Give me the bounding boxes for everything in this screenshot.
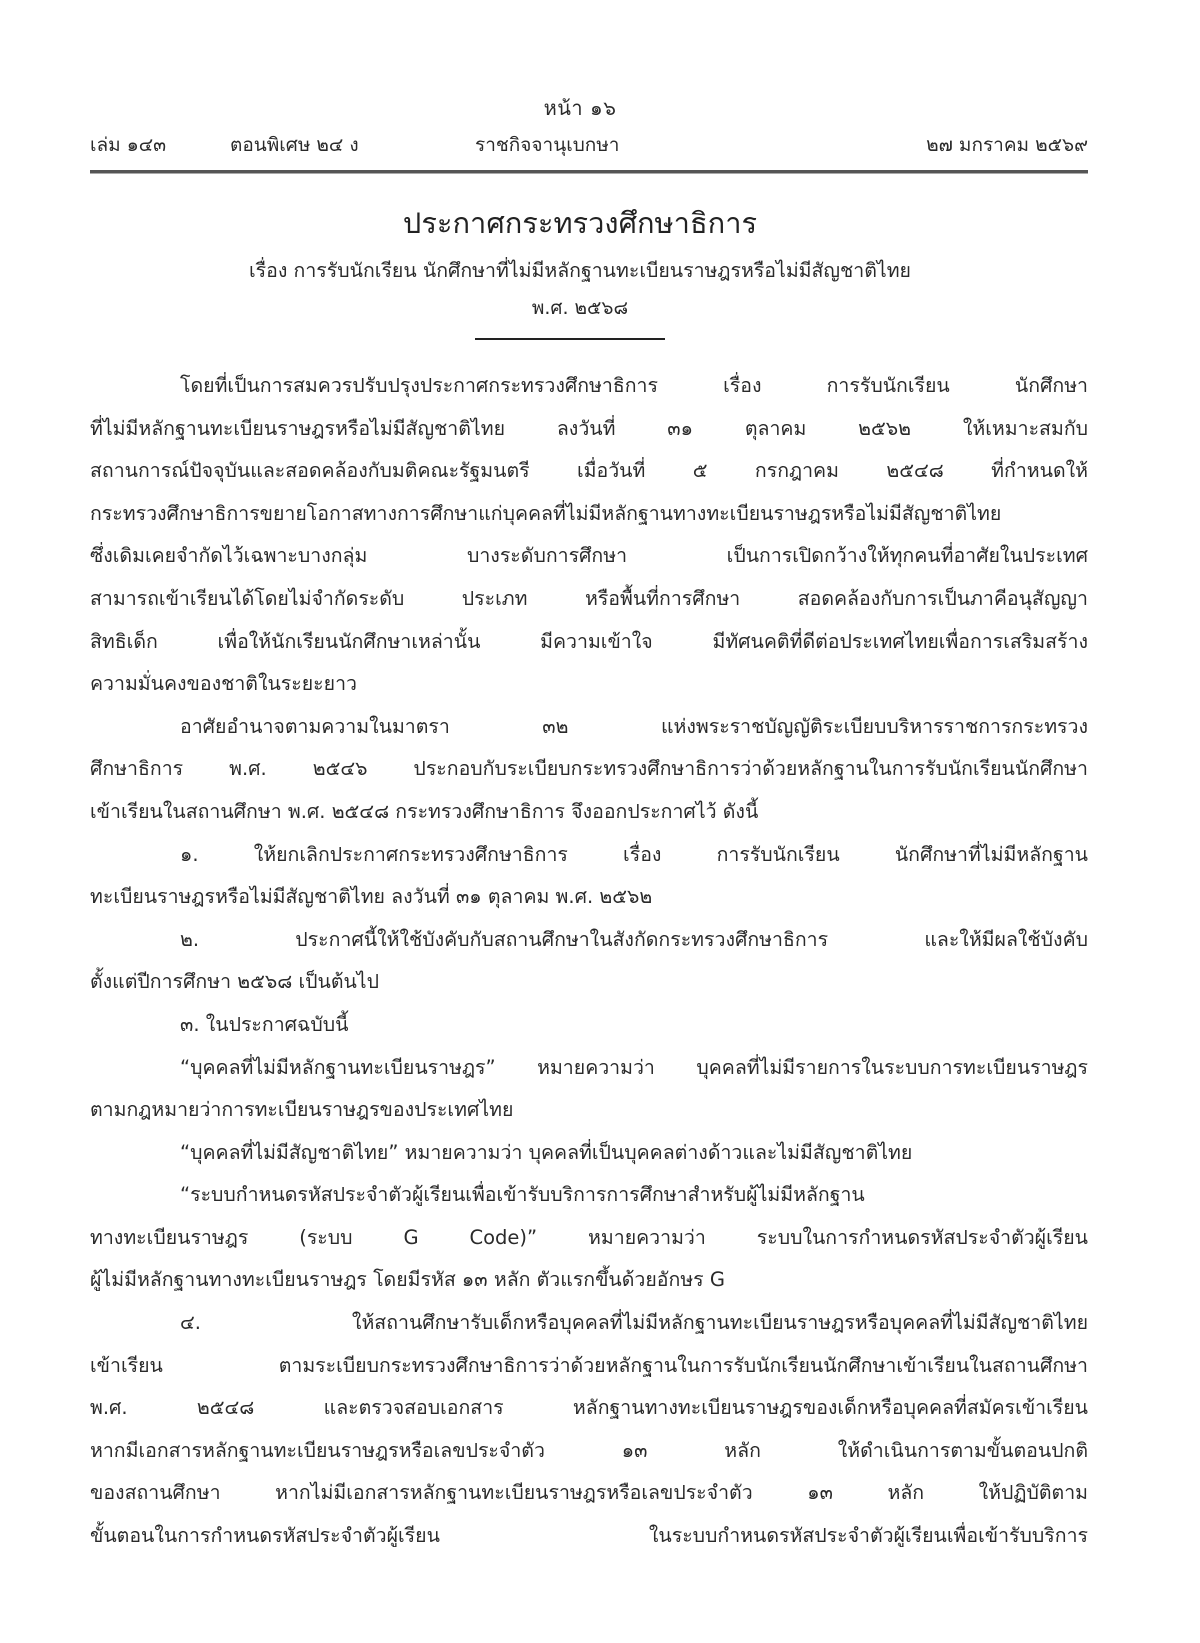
paragraph-line: ความมั่นคงของชาติในระยะยาว [90, 672, 357, 696]
document-year: พ.ศ. ๒๕๖๘ [531, 297, 629, 319]
definition-line: “บุคคลที่ไม่มีหลักฐานทะเบียนราษฎร” หมายความว่า บุคคลที่ไม่มีรายการในระบบการทะเบียนราษฎร [180, 1055, 1088, 1079]
gazette-header [90, 130, 1088, 160]
paragraph-line: สิทธิเด็ก เพื่อให้นักเรียนนักศึกษาเหล่านั้น มีความเข้าใจ มีทัศนคติที่ดีต่อประเทศไทยเพื่อการเสริมสร้าง [90, 629, 1088, 653]
paragraph-line: สถานการณ์ปัจจุบันและสอดคล้องกับมติคณะรัฐมนตรี เมื่อวันที่ ๕ กรกฎาคม ๒๕๔๘ ที่กำหนดให้ [90, 459, 1088, 483]
clause-4-line: ขั้นตอนในการกำหนดรหัสประจำตัวผู้เรียน ในระบบกำหนดรหัสประจำตัวผู้เรียนเพื่อเข้ารับบริการ [90, 1524, 1088, 1548]
clause-4-line: พ.ศ. ๒๕๔๘ และตรวจสอบเอกสาร หลักฐานทางทะเบียนราษฎรของเด็กหรือบุคคลที่สมัครเข้าเรียน [90, 1396, 1088, 1420]
clause-4-line: ของสถานศึกษา หากไม่มีเอกสารหลักฐานทะเบียนราษฎรหรือเลขประจำตัว ๑๓ หลัก ให้ปฏิบัติตาม [90, 1481, 1088, 1505]
definition-line: “บุคคลที่ไม่มีสัญชาติไทย” หมายความว่า บุคคลที่เป็นบุคคลต่างด้าวและไม่มีสัญชาติไทย [180, 1140, 913, 1164]
clause-4-line: ๔. ให้สถานศึกษารับเด็กหรือบุคคลที่ไม่มีหลักฐานทะเบียนราษฎรหรือบุคคลที่ไม่มีสัญชาติไทย [180, 1311, 1088, 1335]
document-subject: เรื่อง การรับนักเรียน นักศึกษาที่ไม่มีหลักฐานทะเบียนราษฎรหรือไม่มีสัญชาติไทย [248, 259, 911, 282]
paragraph-line: เข้าเรียนในสถานศึกษา พ.ศ. ๒๕๔๘ กระทรวงศึกษาธิการ จึงออกประกาศไว้ ดังนี้ [90, 799, 759, 823]
page-number: หน้า ๑๖ [543, 96, 617, 120]
publication-name: ราชกิจจานุเบกษา [475, 134, 620, 156]
volume-label: เล่ม ๑๔๓ [90, 134, 167, 156]
clause-2-line: ตั้งแต่ปีการศึกษา ๒๕๖๘ เป็นต้นไป [90, 970, 379, 994]
definition-line: “ระบบกำหนดรหัสประจำตัวผู้เรียนเพื่อเข้ารับบริการการศึกษาสำหรับผู้ไม่มีหลักฐาน [180, 1183, 865, 1207]
clause-3-line: ๓. ในประกาศฉบับนี้ [180, 1012, 349, 1036]
document-body [90, 365, 1088, 1558]
header-divider [90, 170, 1088, 174]
definition-line: ตามกฎหมายว่าการทะเบียนราษฎรของประเทศไทย [90, 1098, 514, 1122]
definition-line: ทางทะเบียนราษฎร (ระบบ G Code)” หมายความว่า ระบบในการกำหนดรหัสประจำตัวผู้เรียน [90, 1225, 1088, 1249]
paragraph-line: สามารถเข้าเรียนได้โดยไม่จำกัดระดับ ประเภท หรือพื้นที่การศึกษา สอดคล้องกับการเป็นภาคีอนุสัญญา [90, 586, 1088, 610]
document-title: ประกาศกระทรวงศึกษาธิการ [402, 206, 758, 240]
clause-1-line: ทะเบียนราษฎรหรือไม่มีสัญชาติไทย ลงวันที่ ๓๑ ตุลาคม พ.ศ. ๒๕๖๒ [90, 885, 653, 909]
definition-line: ผู้ไม่มีหลักฐานทางทะเบียนราษฎร โดยมีรหัส ๑๓ หลัก ตัวแรกขึ้นด้วยอักษร G [90, 1268, 725, 1292]
publication-date: ๒๗ มกราคม ๒๕๖๙ [926, 134, 1088, 156]
clause-4-line: หากมีเอกสารหลักฐานทะเบียนราษฎรหรือเลขประจำตัว ๑๓ หลัก ให้ดำเนินการตามขั้นตอนปกติ [90, 1438, 1088, 1462]
issue-label: ตอนพิเศษ ๒๔ ง [230, 134, 359, 156]
paragraph-line: อาศัยอำนาจตามความในมาตรา ๓๒ แห่งพระราชบัญญัติระเบียบบริหารราชการกระทรวง [180, 714, 1088, 738]
paragraph-line: ศึกษาธิการ พ.ศ. ๒๕๔๖ ประกอบกับระเบียบกระทรวงศึกษาธิการว่าด้วยหลักฐานในการรับนักเรียนนักศึกษา [90, 757, 1088, 781]
paragraph-line: โดยที่เป็นการสมควรปรับปรุงประกาศกระทรวงศึกษาธิการ เรื่อง การรับนักเรียน นักศึกษา [180, 374, 1088, 397]
paragraph-line: ซึ่งเดิมเคยจำกัดไว้เฉพาะบางกลุ่ม บางระดับการศึกษา เป็นการเปิดกว้างให้ทุกคนที่อาศัยในประเทศ [90, 544, 1088, 568]
clause-1-line: ๑. ให้ยกเลิกประกาศกระทรวงศึกษาธิการ เรื่อง การรับนักเรียน นักศึกษาที่ไม่มีหลักฐาน [180, 842, 1088, 866]
paragraph-line: กระทรวงศึกษาธิการขยายโอกาสทางการศึกษาแก่บุคคลที่ไม่มีหลักฐานทางทะเบียนราษฎรหรือไม่มีสัญชาติไทย [90, 501, 1002, 525]
paragraph-line: ที่ไม่มีหลักฐานทะเบียนราษฎรหรือไม่มีสัญชาติไทย ลงวันที่ ๓๑ ตุลาคม ๒๕๖๒ ให้เหมาะสมกับ [90, 416, 1088, 440]
clause-4-line: เข้าเรียน ตามระเบียบกระทรวงศึกษาธิการว่าด้วยหลักฐานในการรับนักเรียนนักศึกษาเข้าเรียนในสถานศึกษา [90, 1353, 1088, 1377]
title-divider [475, 338, 665, 340]
clause-2-line: ๒. ประกาศนี้ให้ใช้บังคับกับสถานศึกษาในสังกัดกระทรวงศึกษาธิการ และให้มีผลใช้บังคับ [180, 927, 1088, 951]
